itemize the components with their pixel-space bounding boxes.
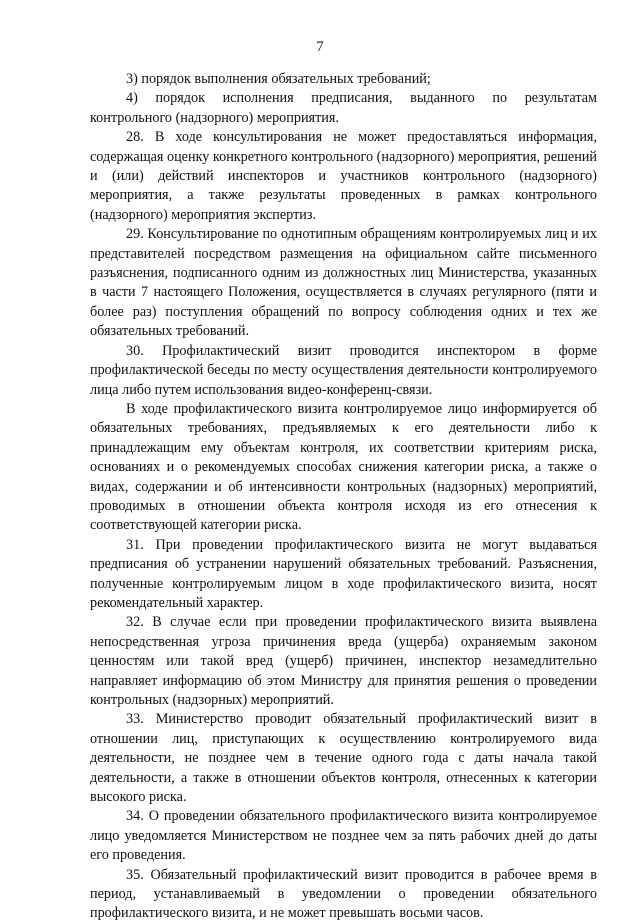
paragraph-34: 34. О проведении обязательного профилактического визита контролируемое лицо уведомляется Министерством не позднее чем за пять рабочих дней до даты его проведения. xyxy=(90,808,597,864)
page-number: 7 xyxy=(316,39,324,55)
document-body xyxy=(90,70,597,924)
paragraph-29: 29. Консультирование по однотипным обращениям контролируемых лиц и их представителей посредством размещения на официальном сайте письменного разъяснения, подписанного одним из должностных лиц Министерства, указанных в части 7 настоящего Положения, осуществляется в случаях регулярного (пяти и более раз) поступления обращений по вопросу соблюдения одних и тех же обязательных требований. xyxy=(90,226,597,340)
list-item-3: 3) порядок выполнения обязательных требований; xyxy=(126,71,431,87)
paragraph-30: 30. Профилактический визит проводится инспектором в форме профилактической беседы по месту осуществления деятельности контролируемого лица либо путем использования видео-конференц-связи. xyxy=(90,342,597,398)
list-item-4: 4) порядок исполнения предписания, выданного по результатам контрольного (надзорного) мероприятия. xyxy=(90,90,597,126)
paragraph-30-continuation: В ходе профилактического визита контролируемое лицо информируется об обязательных требованиях, предъявляемых к его деятельности либо к принадлежащим ему объектам контроля, их соответствии критериям риска, основаниях и о рекомендуемых способах снижения категории риска, а также о видах, содержании и об интенсивности контрольных (надзорных) мероприятий, проводимых в отношении объекта контроля исходя из его отнесения к соответствующей категории риска. xyxy=(90,400,597,534)
paragraph-35: 35. Обязательный профилактический визит проводится в рабочее время в период, устанавливаемый в уведомлении о проведении обязательного профилактического визита, и не может превышать восьми часов. xyxy=(90,866,597,922)
paragraph-31: 31. При проведении профилактического визита не могут выдаваться предписания об устранении нарушений обязательных требований. Разъяснения, полученные контролируемым лицом в ходе профилактического визита, носят рекомендательный характер. xyxy=(90,536,597,611)
paragraph-28: 28. В ходе консультирования не может предоставляться информация, содержащая оценку конкретного контрольного (надзорного) мероприятия, решений и (или) действий инспекторов и участников контрольного (надзорного) мероприятия, а также результаты проведенных в рамках контрольного (надзорного) мероприятия экспертиз. xyxy=(90,129,597,223)
paragraph-33: 33. Министерство проводит обязательный профилактический визит в отношении лиц, приступающих к осуществлению контролируемого вида деятельности, не позднее чем в течение одного года с даты начала такой деятельности, а также в отношении объектов контроля, отнесенных к категории высокого риска. xyxy=(90,711,597,806)
paragraph-32: 32. В случае если при проведении профилактического визита выявлена непосредственная угроза причинения вреда (ущерба) охраняемым законом ценностям или такой вред (ущерб) причинен, инспектор незамедлительно направляет информацию об этом Министру для принятия решения о проведении контрольных (надзорных) мероприятий. xyxy=(90,614,597,708)
